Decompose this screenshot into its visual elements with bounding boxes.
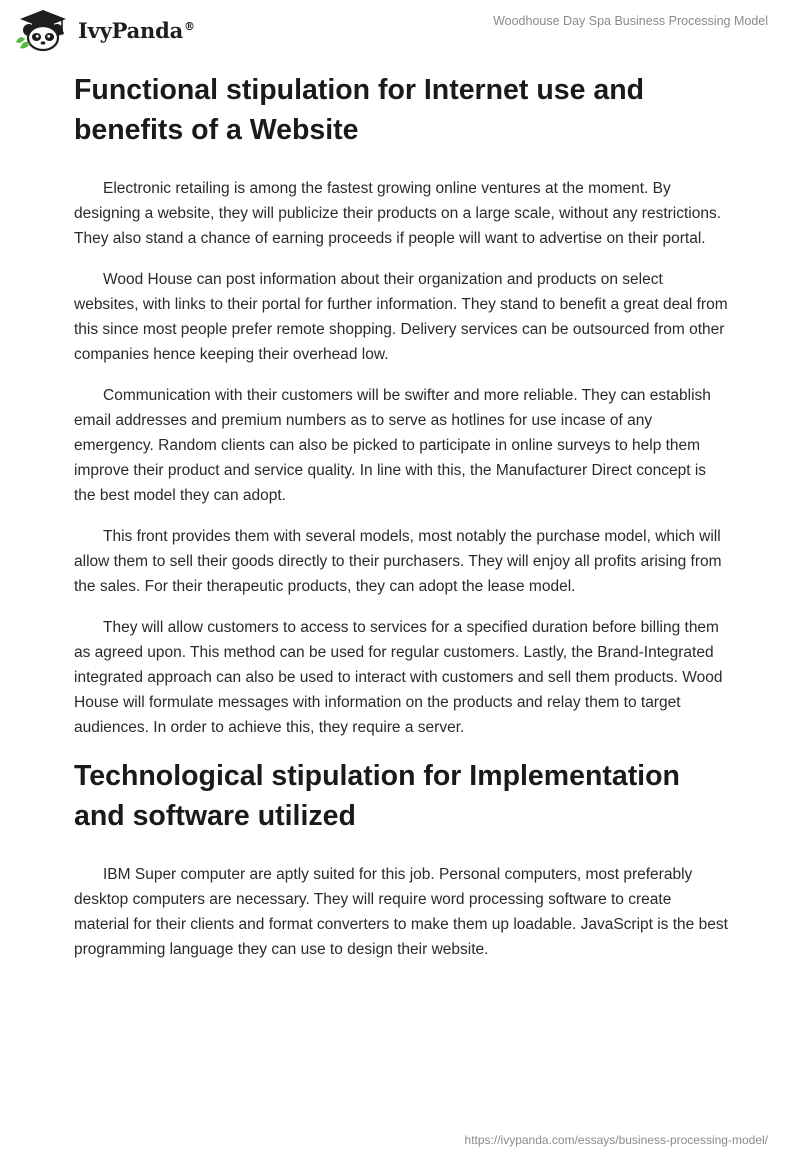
paragraph: Wood House can post information about their organization and products on select websites, with links to their portal for further information. They stand to benefit a great deal from this since most people prefer remote shopping. Delivery services can be outsourced from other companies hence keeping their overhead low. [74,271,728,363]
essay-content [74,70,728,978]
section-heading-functional: Functional stipulation for Internet use and benefits of a Website [74,74,645,146]
paragraph: Electronic retailing is among the fastest growing online ventures at the moment. By designing a website, they will publicize their products on a large scale, without any restrictions. They also stand a chance of earning proceeds if people will want to advertise on their portal. [74,180,722,247]
logo-text: IvyPanda [78,17,184,43]
paragraph: Communication with their customers will be swifter and more reliable. They can establish email addresses and premium numbers as to serve as hotlines for use incase of any emergency. Random clients can also be picked to participate in online surveys to help them improve their product and service quality. In line with this, the Manufacturer Direct concept is the best model they can adopt. [74,387,711,504]
document-title: Woodhouse Day Spa Business Processing Model [493,14,768,28]
paragraph: This front provides them with several models, most notably the purchase model, which will allow them to sell their goods directly to their purchasers. They will enjoy all profits arising from the sales. For their therapeutic products, they can adopt the lease model. [74,528,722,595]
registered-mark: ® [184,19,195,33]
source-url[interactable]: https://ivypanda.com/essays/business-processing-model/ [464,1133,768,1147]
page-header [0,0,800,60]
paragraph: IBM Super computer are aptly suited for this job. Personal computers, most preferably desktop computers are necessary. They will require word processing software to create material for their clients and format converters to make them up loadable. JavaScript is the best programming language they can use to design their website. [74,866,728,958]
section-heading-technological: Technological stipulation for Implementation and software utilized [74,760,680,832]
logo-wordmark [78,18,195,43]
ivypanda-logo[interactable] [14,8,195,52]
paragraph: They will allow customers to access to services for a specified duration before billing them as agreed upon. This method can be used for regular customers. Lastly, the Brand-Integrated integrated approach can also be used to interact with customers and sell them products. Wood House will formulate messages with information on the products and relay them to target audiences. In order to achieve this, they require a server. [74,619,723,736]
panda-mascot-icon [14,8,72,52]
